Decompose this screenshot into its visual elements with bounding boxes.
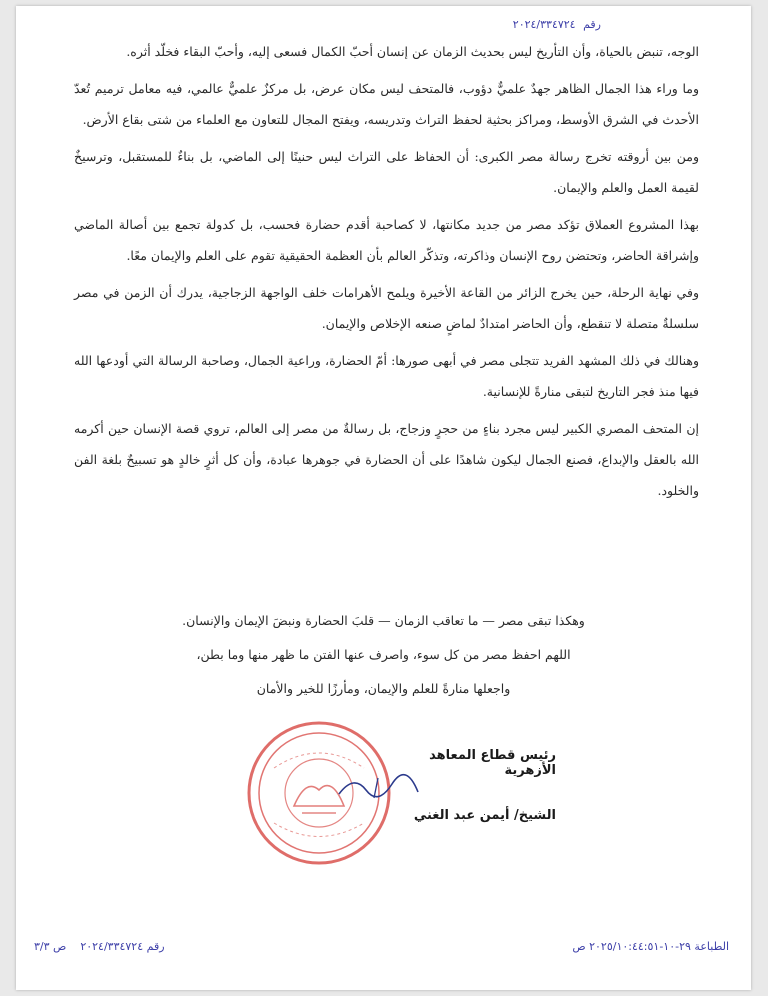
reference-label: رقم — [583, 18, 601, 31]
letter-body — [74, 36, 699, 512]
paragraph-7: إن المتحف المصري الكبير ليس مجرد بناءٍ من حجرٍ وزجاج، بل رسالةٌ من مصر إلى العالم، تروي قصة الإنسان حين أكرمه الله بالعقل والإبداع، فصنع الجمال ليكون شاهدًا على أن الحضارة في جوهرها عبادة، وأن كل أثرٍ خالدٍ هو تسبيحٌ بلغة الفن والخلود. — [74, 421, 699, 498]
footer-reference — [34, 940, 165, 953]
paragraph-5: وفي نهاية الرحلة، حين يخرج الزائر من القاعة الأخيرة ويلمح الأهرامات خلف الواجهة الزجاجية، يدرك أن الزمن في مصر سلسلةٌ متصلة لا تنقطع، وأن الحاضر امتدادٌ لماضٍ صنعه الإخلاص والإيمان. — [74, 285, 699, 331]
closing-line-3: واجعلها منارةً للعلم والإيمان، ومأرزًا للخير والأمان — [256, 681, 511, 696]
reference-number-header — [513, 18, 601, 31]
signature-block — [396, 748, 556, 823]
signatory-name: الشيخ/ أيمن عبد الغني — [413, 808, 556, 823]
signatory-title: رئيس قطاع المعاهد الأزهرية — [429, 748, 556, 778]
closing-line-1: وهكذا تبقى مصر — ما تعاقب الزمان — قلبَ الحضارة ونبضَ الإيمان والإنسان. — [182, 613, 585, 628]
footer-page-number: ص ٣/٣ — [34, 940, 67, 953]
paragraph-1: الوجه، تنبض بالحياة، وأن التأريخ ليس بحديث الزمان عن إنسان أحبّ الكمال فسعى إليه، وأحبّ البقاء فخلّد أثره. — [126, 44, 699, 59]
footer-ref-label: رقم — [146, 940, 165, 953]
paragraph-3: ومن بين أروقته تخرج رسالة مصر الكبرى: أن الحفاظ على التراث ليس حنينًا إلى الماضي، بل بناءٌ للمستقبل، وترسيخٌ لقيمة العمل والعلم والإيمان. — [74, 149, 699, 195]
footer-print-stamp: الطباعة ٢٩-١٠-٢٠٢٥/١٠:٤٤:٥١ ص — [572, 940, 729, 953]
document-page — [16, 6, 751, 990]
reference-number: ٢٠٢٤/٣٣٤٧٢٤ — [512, 18, 576, 31]
paragraph-4: بهذا المشروع العملاق تؤكد مصر من جديد مكانتها، لا كصاحبة أقدم حضارة فحسب، بل كدولة تجمع بين أصالة الماضي وإشراقة الحاضر، وتحتضن روح الإنسان وذاكرته، وتذكّر العالم بأن العظمة الحقيقية تقوم على العلم والإيمان معًا. — [74, 217, 699, 263]
closing-prayer — [156, 604, 611, 706]
page-footer — [16, 940, 751, 960]
paragraph-6: وهنالك في ذلك المشهد الفريد تتجلى مصر في أبهى صورها: أمّ الحضارة، وراعية الجمال، وصاحبة الرسالة التي أودعها الله فيها منذ فجر التاريخ لتبقى منارةً للإنسانية. — [74, 353, 699, 399]
footer-ref-number: ٢٠٢٤/٣٣٤٧٢٤ — [80, 940, 144, 953]
closing-line-2: اللهم احفظ مصر من كل سوء، واصرف عنها الفتن ما ظهر منها وما بطن، — [196, 647, 571, 662]
paragraph-2: وما وراء هذا الجمال الظاهر جهدٌ علميٌّ دؤوب، فالمتحف ليس مكان عرض، بل مركزٌ علميٌّ عالمي، فيه معامل ترميم تُعدّ الأحدث في الشرق الأوسط، ومراكز بحثية لحفظ التراث وتدريسه، ويفتح المجال للتعاون مع العلماء من شتى بقاع الأرض. — [74, 81, 699, 127]
